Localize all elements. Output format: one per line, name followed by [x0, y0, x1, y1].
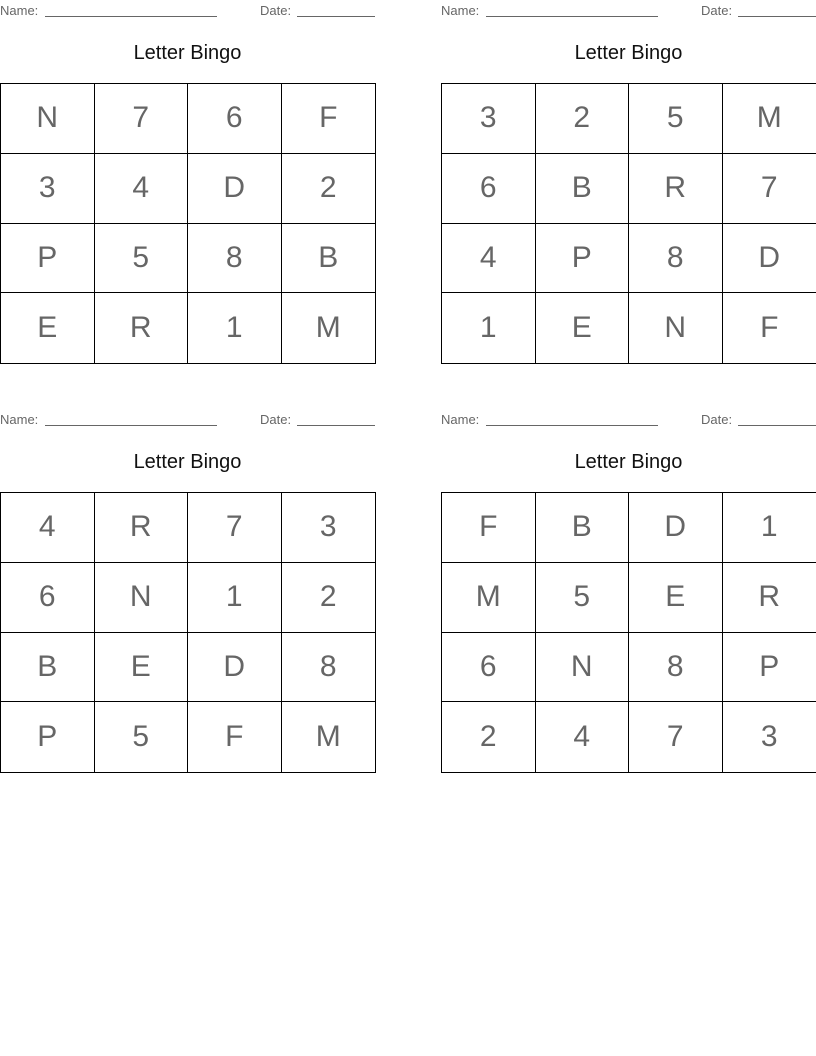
- bingo-cell: 5: [536, 563, 630, 633]
- bingo-cell: M: [723, 84, 816, 154]
- card-title: Letter Bingo: [574, 451, 683, 473]
- bingo-cell: F: [442, 493, 536, 563]
- name-label: Name:: [0, 3, 39, 18]
- bingo-cell: 1: [188, 563, 282, 633]
- bingo-cell: 8: [629, 224, 723, 294]
- bingo-cell: F: [188, 702, 282, 772]
- bingo-cell: D: [723, 224, 816, 294]
- bingo-cell: 2: [282, 563, 376, 633]
- bingo-cell: 3: [282, 493, 376, 563]
- bingo-cell: 5: [95, 702, 189, 772]
- card-header: [0, 409, 375, 431]
- bingo-cell: 4: [1, 493, 95, 563]
- bingo-cell: 7: [188, 493, 282, 563]
- name-blank-line: [486, 425, 658, 426]
- bingo-cell: D: [188, 633, 282, 703]
- bingo-cell: 4: [442, 224, 536, 294]
- date-blank-line: [297, 425, 375, 426]
- bingo-cell: B: [282, 224, 376, 294]
- card-header: [441, 0, 816, 22]
- bingo-cell: M: [315, 720, 341, 754]
- bingo-cell: B: [1, 633, 95, 703]
- bingo-cell: P: [536, 224, 630, 294]
- bingo-cell: 8: [188, 224, 282, 294]
- card-title: Letter Bingo: [133, 42, 242, 64]
- bingo-cell: R: [95, 293, 189, 363]
- bingo-cell: P: [1, 224, 95, 294]
- bingo-cell: N: [536, 633, 630, 703]
- bingo-cell: E: [629, 563, 723, 633]
- bingo-cell: 7: [629, 702, 723, 772]
- bingo-cell: E: [95, 633, 189, 703]
- name-blank-line: [45, 425, 217, 426]
- name-label: Name:: [441, 3, 480, 18]
- date-label: Date:: [260, 3, 292, 18]
- bingo-grid: [441, 83, 816, 364]
- bingo-grid: [0, 492, 376, 773]
- bingo-grid: [441, 492, 816, 773]
- bingo-cell: 2: [282, 154, 376, 224]
- bingo-cell: R: [723, 563, 816, 633]
- bingo-cell: 5: [629, 84, 723, 154]
- bingo-cell: 6: [1, 563, 95, 633]
- date-blank-line: [738, 425, 816, 426]
- name-label: Name:: [0, 412, 39, 427]
- date-blank-line: [297, 16, 375, 17]
- bingo-cell: 1: [188, 293, 282, 363]
- bingo-cell: F: [282, 84, 376, 154]
- name-blank-line: [45, 16, 217, 17]
- bingo-grid: [0, 83, 376, 364]
- name-label: Name:: [441, 412, 480, 427]
- bingo-cell: 1: [442, 293, 536, 363]
- bingo-cell: 6: [188, 84, 282, 154]
- bingo-cell: B: [536, 493, 630, 563]
- bingo-card: [0, 0, 375, 345]
- bingo-cell: 2: [536, 84, 630, 154]
- bingo-cell: B: [536, 154, 630, 224]
- bingo-cell: M: [315, 311, 341, 345]
- bingo-card: [441, 409, 816, 754]
- bingo-card: [441, 0, 816, 345]
- bingo-cell: N: [1, 84, 95, 154]
- bingo-cell: P: [1, 702, 95, 772]
- bingo-cell: 1: [723, 493, 816, 563]
- date-blank-line: [738, 16, 816, 17]
- bingo-cell: 5: [95, 224, 189, 294]
- card-title: Letter Bingo: [133, 451, 242, 473]
- bingo-cell: N: [95, 563, 189, 633]
- bingo-cell: D: [629, 493, 723, 563]
- bingo-card: [0, 409, 375, 754]
- bingo-cell: R: [629, 154, 723, 224]
- bingo-cell: 6: [442, 633, 536, 703]
- date-label: Date:: [701, 412, 733, 427]
- bingo-cell: D: [188, 154, 282, 224]
- bingo-cell: 7: [723, 154, 816, 224]
- bingo-cell: 3: [1, 154, 95, 224]
- date-label: Date:: [701, 3, 733, 18]
- bingo-cell: 6: [442, 154, 536, 224]
- bingo-cell: E: [536, 293, 630, 363]
- bingo-cell: 8: [629, 633, 723, 703]
- bingo-cell: P: [723, 633, 816, 703]
- bingo-cell: 4: [95, 154, 189, 224]
- bingo-cell: 8: [282, 633, 376, 703]
- card-header: [0, 0, 375, 22]
- bingo-cell: 3: [760, 720, 778, 754]
- bingo-cell: 4: [536, 702, 630, 772]
- bingo-cell: N: [629, 293, 723, 363]
- card-header: [441, 409, 816, 431]
- date-label: Date:: [260, 412, 292, 427]
- bingo-cell: 7: [95, 84, 189, 154]
- bingo-cell: F: [760, 311, 779, 345]
- card-title: Letter Bingo: [574, 42, 683, 64]
- bingo-cell: M: [442, 563, 536, 633]
- bingo-cell: R: [95, 493, 189, 563]
- bingo-cell: 3: [442, 84, 536, 154]
- bingo-cell: E: [1, 293, 95, 363]
- name-blank-line: [486, 16, 658, 17]
- bingo-cell: 2: [442, 702, 536, 772]
